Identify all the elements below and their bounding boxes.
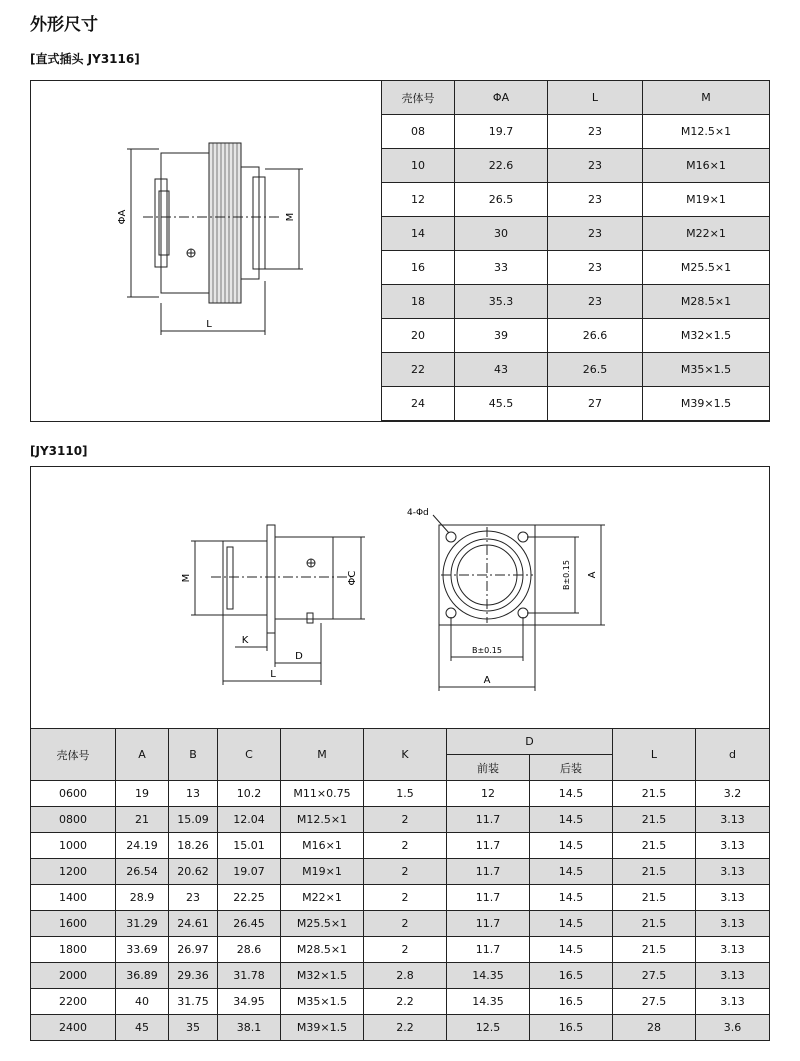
table-row [382,319,770,353]
col-k: K [364,729,447,781]
table-cell: 3.2 [696,781,770,807]
table-cell: 12 [382,183,455,217]
table-cell: 2 [364,859,447,885]
section1-heading: [直式插头 JY3116] [30,52,140,66]
table-cell: 36.89 [116,963,169,989]
table-cell: 35 [169,1015,218,1041]
table-cell: 35.3 [455,285,548,319]
table-cell: 26.45 [218,911,281,937]
table-row [382,183,770,217]
table-cell: M39×1.5 [281,1015,364,1041]
table-cell: 2.8 [364,963,447,989]
table-cell: 2200 [31,989,116,1015]
table-row [31,963,770,989]
table-cell: 1800 [31,937,116,963]
table-cell: 23 [548,183,643,217]
table-cell: 14.5 [530,781,613,807]
table-cell: 2.2 [364,1015,447,1041]
table-cell: 14.35 [447,989,530,1015]
table-cell: 3.13 [696,833,770,859]
col-b: B [169,729,218,781]
table-cell: 2 [364,911,447,937]
table-cell: 13 [169,781,218,807]
table-cell: 38.1 [218,1015,281,1041]
label-l: L [206,319,212,330]
table-cell: M16×1 [281,833,364,859]
table-cell: 19.7 [455,115,548,149]
table-cell: M25.5×1 [643,251,770,285]
table-cell: 3.13 [696,963,770,989]
table-cell: 08 [382,115,455,149]
col-m: M [643,81,770,115]
table-cell: 20 [382,319,455,353]
table-cell: M22×1 [643,217,770,251]
table-cell: 3.6 [696,1015,770,1041]
table-row [31,1015,770,1041]
table-cell: 23 [548,285,643,319]
table-cell: M16×1 [643,149,770,183]
col-m: M [281,729,364,781]
table-cell: 21.5 [613,885,696,911]
table-cell: 1000 [31,833,116,859]
table-cell: 23 [548,149,643,183]
col-d: D [447,729,613,755]
label-m2: M [181,573,192,583]
table-cell: 30 [455,217,548,251]
table-cell: 3.13 [696,989,770,1015]
table-cell: 15.09 [169,807,218,833]
table-cell: 2.2 [364,989,447,1015]
table-cell: 0600 [31,781,116,807]
table-cell: 43 [455,353,548,387]
table-cell: 27.5 [613,963,696,989]
table-cell: M19×1 [643,183,770,217]
page-title: 外形尺寸 [30,15,98,35]
table-row [31,911,770,937]
table-cell: 27 [548,387,643,421]
label-m: M [285,212,296,222]
table-cell: 23 [548,251,643,285]
table-cell: 16.5 [530,963,613,989]
table-cell: 20.62 [169,859,218,885]
table-cell: 27.5 [613,989,696,1015]
table-cell: 3.13 [696,937,770,963]
label-a-h: A [483,675,491,686]
table-cell: 14.5 [530,911,613,937]
label-d: D [295,651,303,662]
table-cell: M32×1.5 [643,319,770,353]
section2-frame [30,466,770,729]
table-cell: M12.5×1 [643,115,770,149]
table-row [31,781,770,807]
col-shell: 壳体号 [31,729,116,781]
col-shell: 壳体号 [382,81,455,115]
table-cell: M28.5×1 [643,285,770,319]
table-cell: 22.25 [218,885,281,911]
table-row [31,937,770,963]
table-row [382,217,770,251]
table-cell: 11.7 [447,937,530,963]
table-cell: 2 [364,833,447,859]
table-row [31,833,770,859]
table-row [31,989,770,1015]
table-cell: 31.29 [116,911,169,937]
table-cell: 28 [613,1015,696,1041]
table-cell: 21.5 [613,807,696,833]
label-a-v: A [587,571,598,579]
table-cell: 14 [382,217,455,251]
table-cell: 28.6 [218,937,281,963]
table-cell: 10.2 [218,781,281,807]
table-cell: 26.6 [548,319,643,353]
col-d-small: d [696,729,770,781]
table-cell: 19 [116,781,169,807]
table-cell: 11.7 [447,911,530,937]
table-cell: 24.19 [116,833,169,859]
jy3116-drawing [31,81,381,421]
col-dia-a: ΦA [455,81,548,115]
table-cell: 16.5 [530,1015,613,1041]
table-cell: 29.36 [169,963,218,989]
table-cell: M12.5×1 [281,807,364,833]
table-cell: 22 [382,353,455,387]
table-cell: 16 [382,251,455,285]
table-cell: 10 [382,149,455,183]
table-cell: 1200 [31,859,116,885]
table-cell: M35×1.5 [281,989,364,1015]
table-cell: 21.5 [613,937,696,963]
table-cell: 19.07 [218,859,281,885]
table-cell: 24 [382,387,455,421]
table-cell: 24.61 [169,911,218,937]
table-cell: 34.95 [218,989,281,1015]
table-cell: 11.7 [447,885,530,911]
table-cell: 18.26 [169,833,218,859]
table-cell: 2 [364,937,447,963]
table-cell: 2 [364,807,447,833]
table-cell: 28.9 [116,885,169,911]
table-cell: 33.69 [116,937,169,963]
table-cell: 1600 [31,911,116,937]
col-l: L [548,81,643,115]
table-cell: 14.5 [530,833,613,859]
table-cell: 1.5 [364,781,447,807]
table-cell: 21.5 [613,781,696,807]
table-cell: 11.7 [447,833,530,859]
table-cell: 3.13 [696,885,770,911]
table-cell: 23 [169,885,218,911]
table-cell: M35×1.5 [643,353,770,387]
col-d-rear: 后装 [530,755,613,781]
table-cell: 12 [447,781,530,807]
col-a: A [116,729,169,781]
table-cell: 45.5 [455,387,548,421]
table-cell: 0800 [31,807,116,833]
table-cell: 26.5 [455,183,548,217]
table-cell: M22×1 [281,885,364,911]
jy3116-table [381,80,770,421]
label-b-h: B±0.15 [471,646,503,655]
table-cell: 22.6 [455,149,548,183]
table-cell: 2400 [31,1015,116,1041]
table-cell: 31.75 [169,989,218,1015]
table-cell: M39×1.5 [643,387,770,421]
table-cell: 26.97 [169,937,218,963]
table-cell: 3.13 [696,859,770,885]
table-header-row [382,81,770,115]
table-cell: M11×0.75 [281,781,364,807]
col-d-front: 前装 [447,755,530,781]
table-cell: 40 [116,989,169,1015]
table-cell: 23 [548,115,643,149]
table-cell: M25.5×1 [281,911,364,937]
table-cell: 14.5 [530,937,613,963]
table-cell: 12.5 [447,1015,530,1041]
table-cell: 23 [548,217,643,251]
table-cell: 15.01 [218,833,281,859]
section2-heading: [JY3110] [30,444,88,458]
jy3110-table [30,728,770,1041]
table-cell: 26.54 [116,859,169,885]
table-cell: 14.5 [530,807,613,833]
table-cell: 2000 [31,963,116,989]
table-cell: 3.13 [696,911,770,937]
table-cell: 11.7 [447,807,530,833]
col-c: C [218,729,281,781]
table-row [31,859,770,885]
table-cell: 14.5 [530,859,613,885]
table-row [382,387,770,421]
table-cell: 2 [364,885,447,911]
label-k: K [241,635,249,646]
table-row [382,149,770,183]
table-cell: 26.5 [548,353,643,387]
table-cell: 18 [382,285,455,319]
table-row [382,115,770,149]
table-row [382,285,770,319]
table-cell: 21.5 [613,833,696,859]
table-cell: 21.5 [613,911,696,937]
table-row [382,251,770,285]
jy3110-drawing [31,467,769,728]
label-phi-c: ΦC [347,570,358,586]
table-cell: 21 [116,807,169,833]
label-l2: L [270,669,276,680]
table-header-row [31,729,770,755]
table-row [31,807,770,833]
table-cell: 16.5 [530,989,613,1015]
table-cell: M32×1.5 [281,963,364,989]
table-cell: 14.35 [447,963,530,989]
label-b-v: B±0.15 [562,559,571,591]
table-cell: 12.04 [218,807,281,833]
table-cell: 45 [116,1015,169,1041]
label-holes: 4-Φd [407,508,429,518]
col-l: L [613,729,696,781]
table-cell: 33 [455,251,548,285]
label-dia-a: ΦA [117,209,128,225]
table-cell: 11.7 [447,859,530,885]
table-cell: M19×1 [281,859,364,885]
table-cell: 31.78 [218,963,281,989]
table-cell: M28.5×1 [281,937,364,963]
table-cell: 39 [455,319,548,353]
table-cell: 14.5 [530,885,613,911]
table-cell: 21.5 [613,859,696,885]
table-cell: 3.13 [696,807,770,833]
table-cell: 1400 [31,885,116,911]
table-row [31,885,770,911]
table-row [382,353,770,387]
